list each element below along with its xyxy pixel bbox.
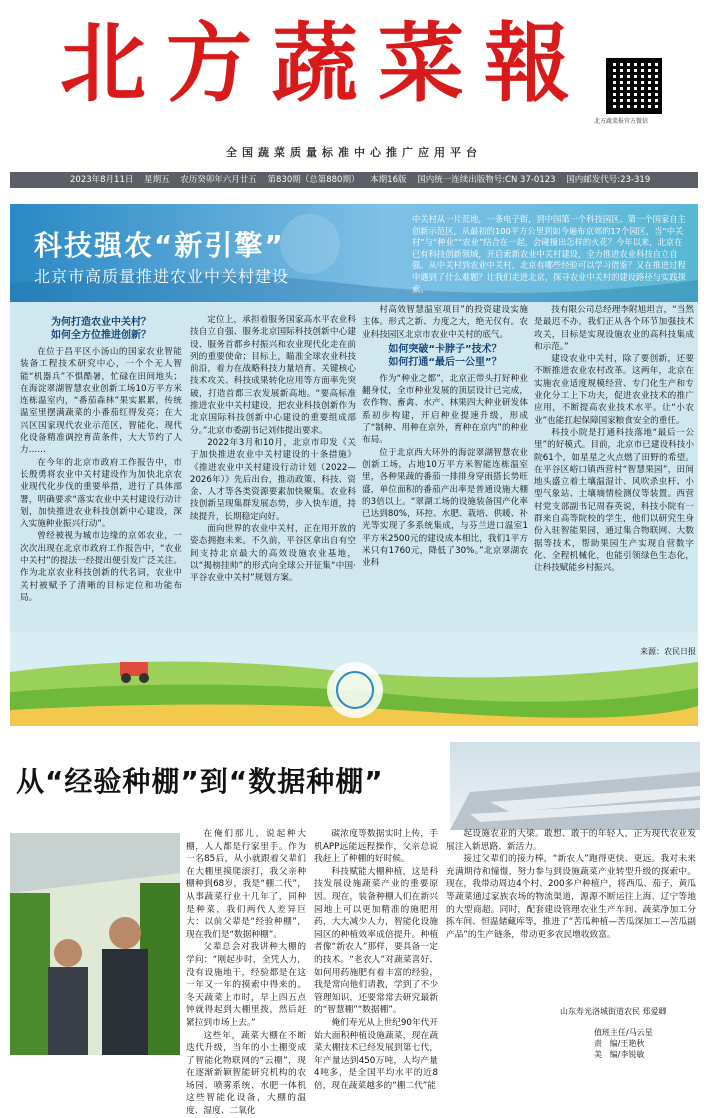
article-column-2 <box>314 828 438 1092</box>
issue-post-code: 国内邮发代号:23-319 <box>566 175 651 185</box>
paragraph: 技有限公司总经理李附旭坦言，“当然是最迟不办，我们正从各个环节加强技术攻关，目标是实现设施农业的高科技集成和示范。” <box>534 305 694 352</box>
issue-pages: 本期16版 <box>370 175 407 185</box>
paragraph: 定位上，承担着服务国家高水平农业科技自立自强、服务北京国际科技创新中心建设、服务首都乡村振兴和农业现代化走在前列的重要使命；目标上，瞄准全球农业科技前沿，着力在战略科技力量培育、关键核心技术攻关、科技成果转化应用等方面率先突破，打造首都三农发展新高地。“要高标准推进农业中关村建设，把农业科技创新作为北京国际科技创新中心建设的重要组成部分。”北京市委副书记刘伟提出要求。 <box>190 315 356 436</box>
qr-code-icon <box>606 58 662 114</box>
issue-info-bar <box>10 172 698 188</box>
paragraph: 在俺们那儿，说起种大棚，人人都是行家里手。作为一名85后，从小就跟着父辈们在大棚里摸爬滚打，我父亲种棚种到68岁，我是“棚二代”，从事蔬菜行业十几年了，同种是种菜，我们两代人差异巨大：以前父辈是“经验种棚”，现在我们是“数据种棚”。 <box>186 829 306 940</box>
feature-column-3 <box>362 304 528 570</box>
paragraph: 曾经被视为城市边缘的京郊农业，一次次出现在北京市政府工作报告中，“农业中关村”的提法一经提出便引发广泛关注。作为北京农业科技创新的代名词，农业中关村被赋予了清晰的目标定位和功能布局。 <box>20 531 182 603</box>
paragraph: 在位于昌平区小汤山的国家农业智能装备工程技术研究中心，一个个无人智能“机器兵”不惧酷暑，忙碌在田间地头；在海淀翠湖智慧农业创新工场10万平方米连栋温室内，“番茄森林”果实累累，传统温室里摆满蔬菜的小番茄红得发亮；在大兴区国家现代农业示范区，智能化、现代化设备精准调控育苗条件，大大节约了人力…… <box>20 347 182 456</box>
qr-caption: 北方蔬菜报官方微信 <box>594 118 649 125</box>
paragraph: 作为“种业之都”，北京正带头打好种业翻身仗，全市种业发展的顶层设计已完成，农作物、畜禽、水产、林果四大种业研发体系初步构建，开启种业提速升级，形成了“制种、用种在京外，育种在京内”的种业布局。 <box>362 373 528 446</box>
paragraph: 科技小院是打通科技落地“最后一公里”的好模式。目前，北京市已建设科技小院61个，如星星之火点燃了田野的希望。在平谷区峪口镇西营村“智慧果园”，田间地头盛立着土壤温湿计、风吹杀虫杆、小型气象站、土壤墒情检测仪等装置。西营村党支部副书记周春英说，科技小院有一群来自高等院校的学生，他们以研究生身份入驻智能果园，通过集合物联网、大数据等技术，帮助果园生产实现自营数字化、全程机械化，也能引领绿色生态化，让科技赋能乡村振兴。 <box>534 427 694 574</box>
paragraph: 接过父辈们的接力棒，“新农人”跑得更快、更远。我对未来充满期待和憧憬，努力参与到设施蔬菜产业转型升级的探索中。现在，我带动周边4个村、200多户种植户，将西瓜、茄子、黄瓜等蔬菜通过家族农场的物流渠道，源源不断运往上海、辽宁等地的大型商超。同时，配套建设管理农业生产车间、蔬菜净加工分拣车间、恒温储藏库等，推进了“苦瓜种植—苦瓜深加工—苦瓜副产品”的生产链条，带动更多农民增收致富。 <box>446 854 696 940</box>
article-column-3 <box>446 828 696 941</box>
feature-column-1 <box>20 314 182 604</box>
issue-date: 2023年8月11日 <box>70 175 134 185</box>
feature-column-4 <box>534 304 694 575</box>
greenhouse-aerial-photo <box>450 742 700 830</box>
issue-cn-number: 国内统一连续出版物号:CN 37-0123 <box>417 175 556 185</box>
article-column-1 <box>186 828 306 1118</box>
farmers-in-greenhouse-photo <box>10 833 180 1055</box>
paragraph: 俺们寿光从上世纪90年代开始大面积种植设施蔬菜，现在蔬菜大棚技术已经发展到第七代，年产量达到450万吨，人均产量4吨多，是全国平均水平的近8倍，现在蔬菜越多的“棚二代”能 <box>314 1017 439 1091</box>
paragraph: 面向世界的农业中关村，正在用开放的姿态拥抱未来。不久前，平谷区拿出自有空间支持北京最大的高效设施农业基地，以“揭榜挂帅”的形式向全球公开征集“中国·平谷农业中关村”规划方案。 <box>190 524 356 584</box>
paragraph: 位于北京西大环外的海淀翠湖智慧农业创新工场，占地10万平方米智能连栋温室里，各种果蔬的番茄一排排身穿雨搭长势旺盛，单位面积的番茄产出率是普通设施大棚的3倍以上。“翠湖工场的设施装备国产化率已达到80%，环控、水肥、栽培、供暖、补光等实现了多系统集成，与芬兰进口温室1平方米2500元的建设成本相比，我们1平方米只有1760元，降低了30%。”北京翠湖农业科 <box>362 447 528 569</box>
feature-column-2 <box>190 314 356 585</box>
section-heading: 如何突破“卡脖子”技术？ 如何打通“最后一公里”？ <box>388 343 502 368</box>
feature-headline: 科技强农“新引擎” <box>34 229 285 262</box>
newspaper-masthead: 北方蔬菜報 <box>60 13 590 114</box>
feature-subheadline: 北京市高质量推进农业中关村建设 <box>34 267 290 286</box>
paragraph: 科技赋能大棚种植，这是科技发展设施蔬菜产业的重要原因。现在，装备种棚人们在新兴园地上可以更加精准的施肥用药，大大减少人力，智能化设施园区的种植效率成倍提升。种植者像“新农人”那样，要具备一定的技术。“老农人”对蔬菜喜好、如何用药施肥有着丰富的经验，我是常向他们请教，学到了不少管理知识，还要常常去研究最新的“智慧棚”“数据棚”。 <box>314 866 438 1016</box>
section-heading: 为何打造农业中关村？ 如何全方位推进创新？ <box>51 317 151 341</box>
paragraph: 这些年，蔬菜大棚在不断迭代升级，当年的小土棚变成了智能化物联网的“云棚”，现在逐渐新颖智能研究机构的农场园、喷雾系统、水肥一体机这些智能化设备，大棚的温度、湿度、二氧化 <box>186 1030 306 1117</box>
paragraph: 父辈总会对我讲种大棚的学问：“刚起步时，全凭人力，没有设施地干，经验都是在这一年又一年的摸索中得来的。冬天蔬菜上市时，早上四五点钟就得起到大棚里拨，然后赶紧拉到市场上去。” <box>186 942 306 1028</box>
issue-weekday: 星期五 <box>144 175 170 185</box>
paragraph: 2022年3月和10月，北京市印发《关于加快推进农业中关村建设的十条措施》《推进农业中关村建设行动计划（2022—2026年）》先后出台，推动政策、科技、资金、人才等各类资源要素加快聚集。农业科技创新呈现集群发展态势，步入快车道，持续提升，长期稳定向好。 <box>190 437 356 522</box>
paragraph: 在今年的北京市政府工作报告中，市长殷勇将农业中关村建设作为加快北京农业现代化步伐的重要举措，进行了具体部署，明确要求“落实农业中关村建设行动计划，加快推进农业科技创新中心建设，深入实施种业振兴行动”。 <box>20 457 182 530</box>
farm-fields-illustration <box>10 632 698 726</box>
paragraph: 村高效智慧温室项目”的投资建设实施主体。形式之新、力度之大，绝无仅有。农业科技园区北京市农业中关村的底气。 <box>362 305 528 340</box>
paragraph: 碳浓度等数据实时上传，手机APP远能远程操作，父亲总说我赶上了种棚的好时候。 <box>314 829 438 865</box>
article-headline: 从“经验种棚”到“数据种棚” <box>16 765 384 798</box>
editor-credits: 值班主任/马云星 责 编/王艳秋 美 编/李锐敏 <box>594 1028 653 1059</box>
feature-intro: 中关村从一片荒地，一条电子街，到中国第一个科技园区、第一个国家自主创新示范区，从最初的100平方公里到如今遍布京郊的17个园区，当“中关村”与“种业”“农业”结合在一起，会碰撞出怎样的火花？今年以来，北京在已有科技创新领域，开启索新农业中关村建设，全力推进农业科技自立自强。从中关村到农业中关村，北京有哪些经验可以学习借鉴？又在推进过程中遇到了什么难题？让我们走进北京，探寻农业中关村的建设路径与实践探索。 <box>412 214 686 294</box>
paragraph: 起设施农业的大梁。敢想、敢干的年轻人，正为现代农业发展注入新思路、新活力。 <box>446 829 696 852</box>
masthead-subtitle: 全国蔬菜质量标准中心推广应用平台 <box>226 146 482 159</box>
paragraph: 建设农业中关村，除了要创新，还要不断推进农业农村改革。这两年，北京在实施农业适度规模经营、专门化生产和专业化分工上下功夫，促进农业技术的推广应用，不断提高农业技术水平。让“小农业”也能扛起保障国家粮食安全的重任。 <box>534 354 694 426</box>
feature-source: 来源：农民日报 <box>640 647 696 656</box>
article-author: 山东寿光洛城街道农民 郑爱卿 <box>560 1007 667 1016</box>
issue-number: 第830期（总第880期） <box>267 175 360 185</box>
issue-lunar-date: 农历癸卯年六月廿五 <box>180 175 257 185</box>
